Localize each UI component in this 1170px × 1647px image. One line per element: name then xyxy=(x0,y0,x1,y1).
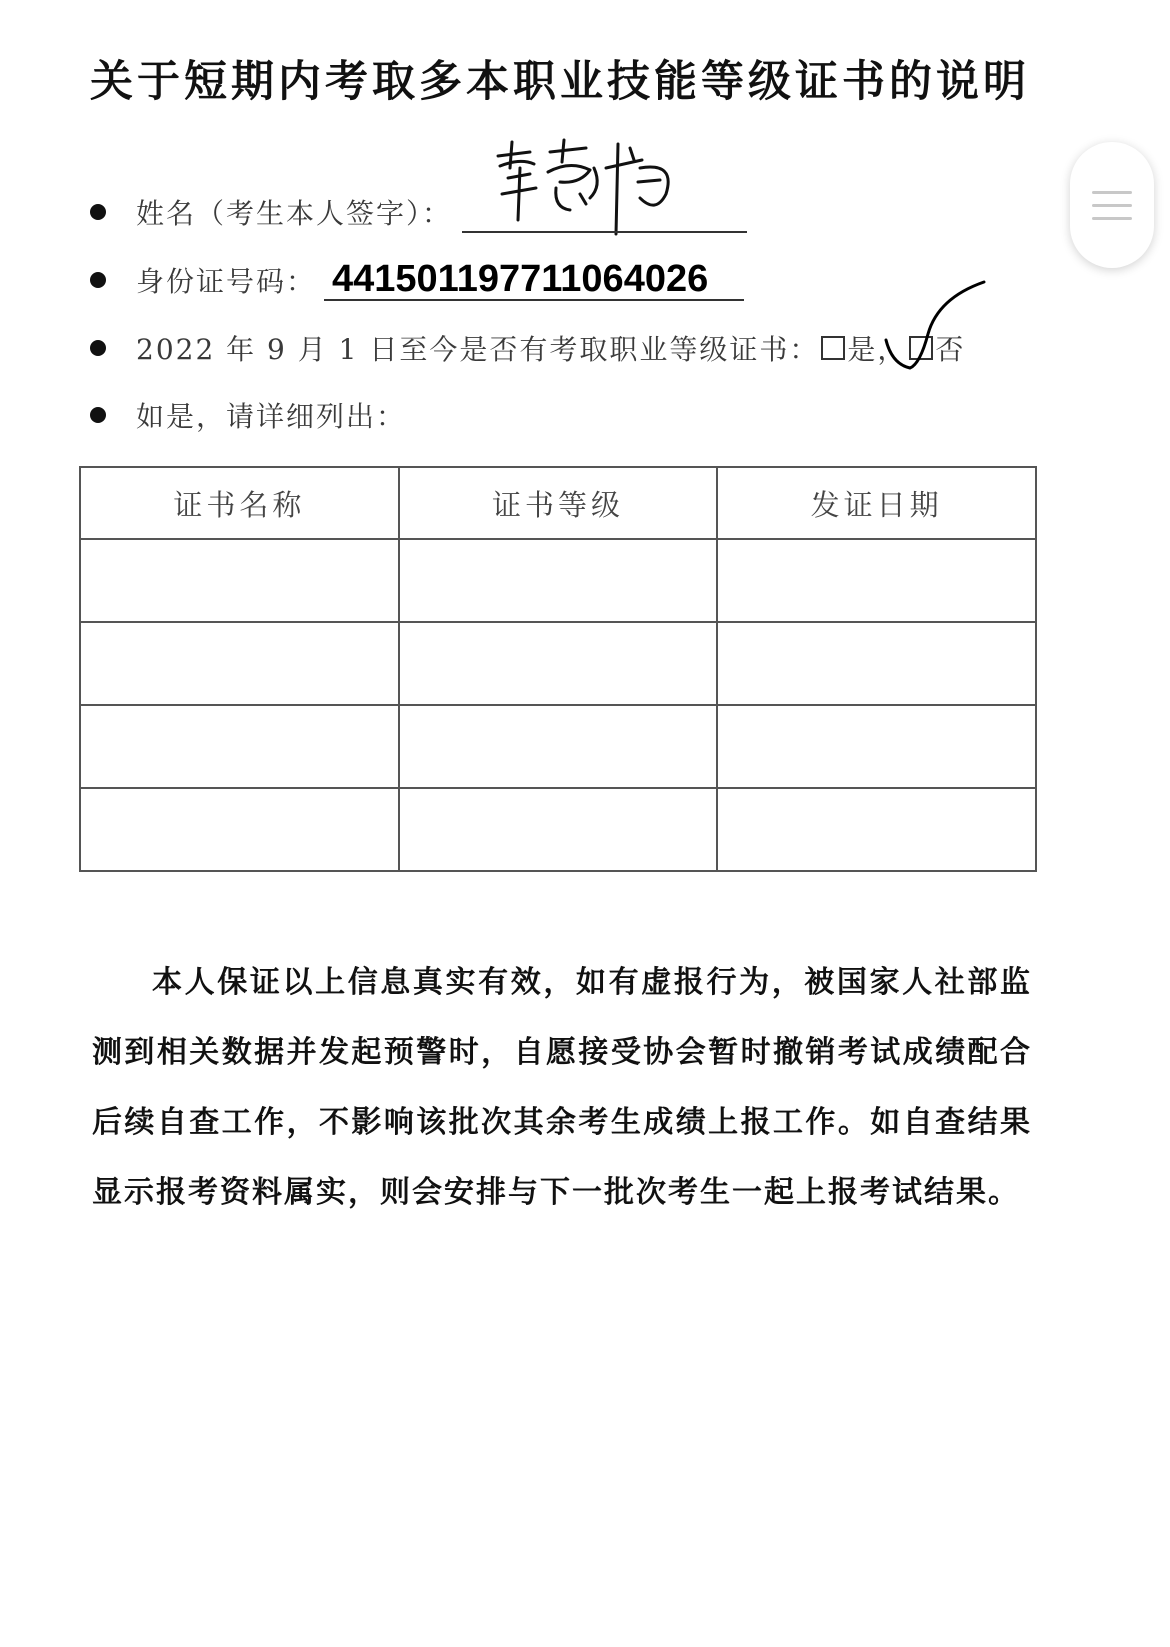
yes-option-label: 是， xyxy=(847,333,908,366)
checkmark-icon xyxy=(880,276,990,386)
no-option-label: 否 xyxy=(935,333,966,366)
id-label: 身份证号码： xyxy=(136,265,317,298)
name-signature-line xyxy=(462,191,747,233)
menu-icon xyxy=(1092,191,1132,194)
table-row xyxy=(80,788,1036,871)
bullet-icon xyxy=(90,340,106,356)
table-cell xyxy=(717,539,1036,622)
detail-label: 如是，请详细列出： xyxy=(136,400,407,433)
table-cell xyxy=(717,788,1036,871)
table-row xyxy=(80,539,1036,622)
header-issue-date: 发证日期 xyxy=(717,467,1036,539)
table-row xyxy=(80,705,1036,788)
table-cell xyxy=(399,539,718,622)
id-row xyxy=(90,258,744,302)
bullet-icon xyxy=(90,407,106,423)
statement-paragraph: 本人保证以上信息真实有效，如有虚报行为，被国家人社部监测到相关数据并发起预警时，自愿接受协会暂时撤销考试成绩配合后续自查工作，不影响该批次其余考生成绩上报工作。如自查结果显示报考资料属实，则会安排与下一批次考生一起上报考试结果。 xyxy=(92,965,1032,1210)
table-header-row xyxy=(80,467,1036,539)
table-cell xyxy=(399,622,718,705)
name-label: 姓名（考生本人签字）： xyxy=(136,197,453,230)
name-row xyxy=(90,190,747,234)
menu-icon-bar xyxy=(1092,204,1132,207)
detail-row xyxy=(90,393,406,437)
table-cell xyxy=(717,622,1036,705)
yes-checkbox xyxy=(821,336,845,360)
certificate-question-row xyxy=(90,326,965,370)
bullet-icon xyxy=(90,204,106,220)
table-cell xyxy=(80,539,399,622)
menu-icon-bar xyxy=(1092,217,1132,220)
certificate-table xyxy=(79,466,1037,872)
id-value: 441501197711064026 xyxy=(332,258,709,300)
table-row xyxy=(80,622,1036,705)
bullet-icon xyxy=(90,272,106,288)
header-certificate-level: 证书等级 xyxy=(399,467,718,539)
table-cell xyxy=(717,705,1036,788)
table-cell xyxy=(80,788,399,871)
menu-button[interactable] xyxy=(1070,142,1154,268)
id-field xyxy=(324,259,744,301)
header-certificate-name: 证书名称 xyxy=(80,467,399,539)
table-cell xyxy=(399,788,718,871)
certificate-question: 2022 年 9 月 1 日至今是否有考取职业等级证书： xyxy=(136,333,820,366)
document-title: 关于短期内考取多本职业技能等级证书的说明 xyxy=(90,57,1030,107)
table-cell xyxy=(80,622,399,705)
table-cell xyxy=(80,705,399,788)
table-cell xyxy=(399,705,718,788)
